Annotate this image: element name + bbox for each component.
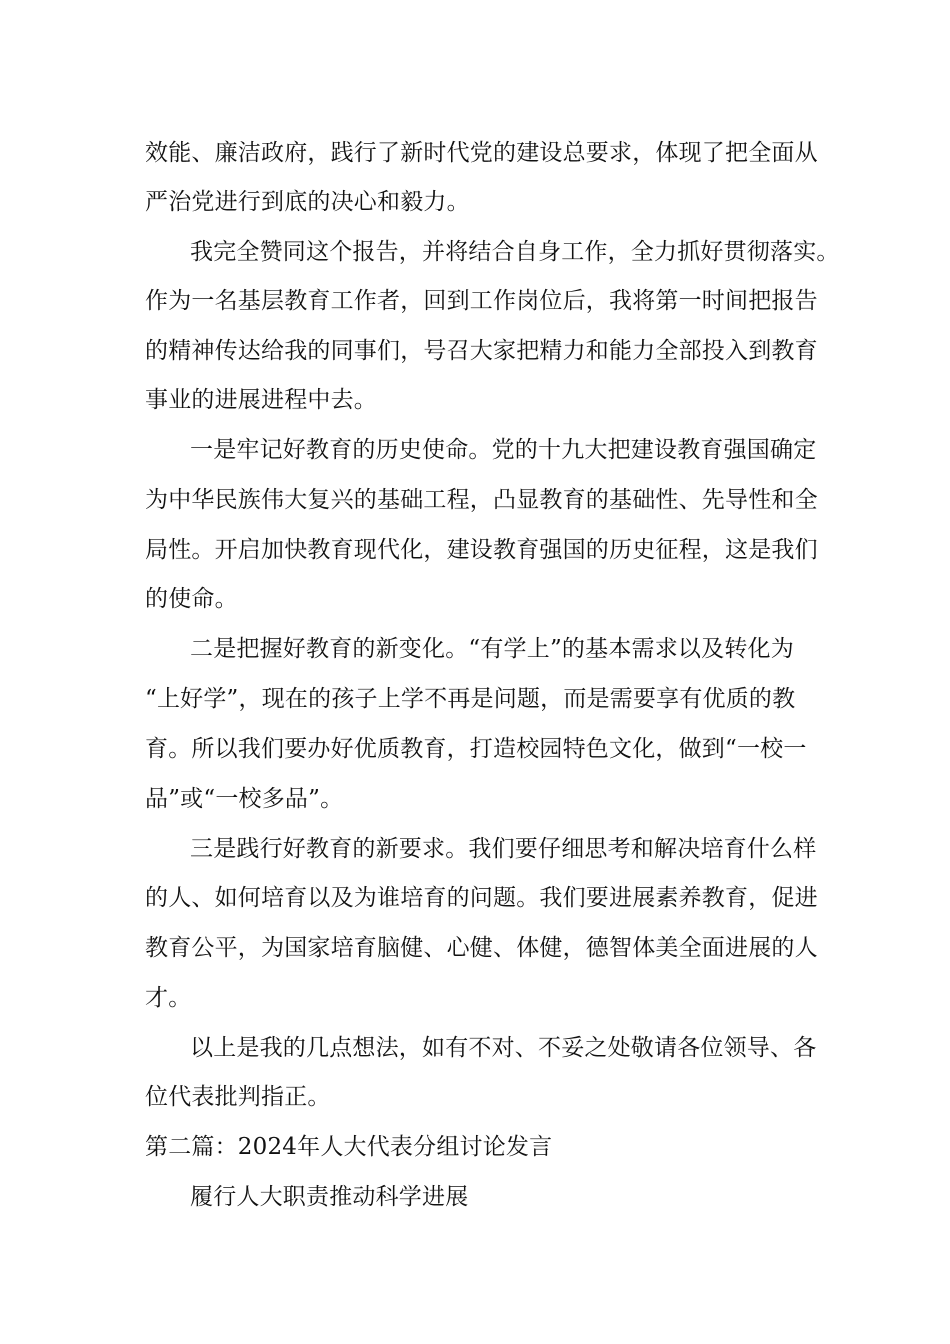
text-line: 育。所以我们要办好优质教育，打造校园特色文化，做到“一校一: [145, 736, 807, 762]
text-line: 事业的进展进程中去。: [145, 387, 377, 413]
text-line: 局性。开启加快教育现代化，建设教育强国的历史征程，这是我们: [145, 537, 818, 563]
section-subtitle: 履行人大职责推动科学进展: [190, 1184, 469, 1210]
text-line: 的人、如何培育以及为谁培育的问题。我们要进展素养教育，促进: [145, 885, 818, 911]
paragraph-first-line: 一是牢记好教育的历史使命。党的十九大把建设教育强国确定: [190, 437, 817, 463]
paragraph-first-line: 三是践行好教育的新要求。我们要仔细思考和解决培育什么样: [190, 836, 817, 862]
text-line: 作为一名基层教育工作者，回到工作岗位后，我将第一时间把报告: [145, 288, 818, 314]
text-line: 效能、廉洁政府，践行了新时代党的建设总要求，体现了把全面从: [145, 140, 818, 166]
text-line: 位代表批判指正。: [145, 1084, 331, 1110]
text-line: “上好学”，现在的孩子上学不再是问题，而是需要享有优质的教: [145, 686, 796, 712]
paragraph-first-line: 以上是我的几点想法，如有不对、不妥之处敬请各位领导、各: [190, 1035, 817, 1061]
text-line: 的精神传达给我的同事们，号召大家把精力和能力全部投入到教育: [145, 338, 818, 364]
text-line: 为中华民族伟大复兴的基础工程，凸显教育的基础性、先导性和全: [145, 487, 818, 513]
text-line: 教育公平，为国家培育脑健、心健、体健，德智体美全面进展的人: [145, 935, 818, 961]
text-line: 严治党进行到底的决心和毅力。: [145, 189, 470, 215]
section-heading: 第二篇：2024年人大代表分组讨论发言: [145, 1134, 553, 1160]
text-line: 品”或“一校多品”。: [145, 786, 344, 812]
paragraph-first-line: 我完全赞同这个报告，并将结合自身工作，全力抓好贯彻落实。: [190, 239, 840, 265]
text-line: 才。: [145, 985, 192, 1011]
paragraph-first-line: 二是把握好教育的新变化。“有学上”的基本需求以及转化为: [190, 636, 794, 662]
text-line: 的使命。: [145, 586, 238, 612]
